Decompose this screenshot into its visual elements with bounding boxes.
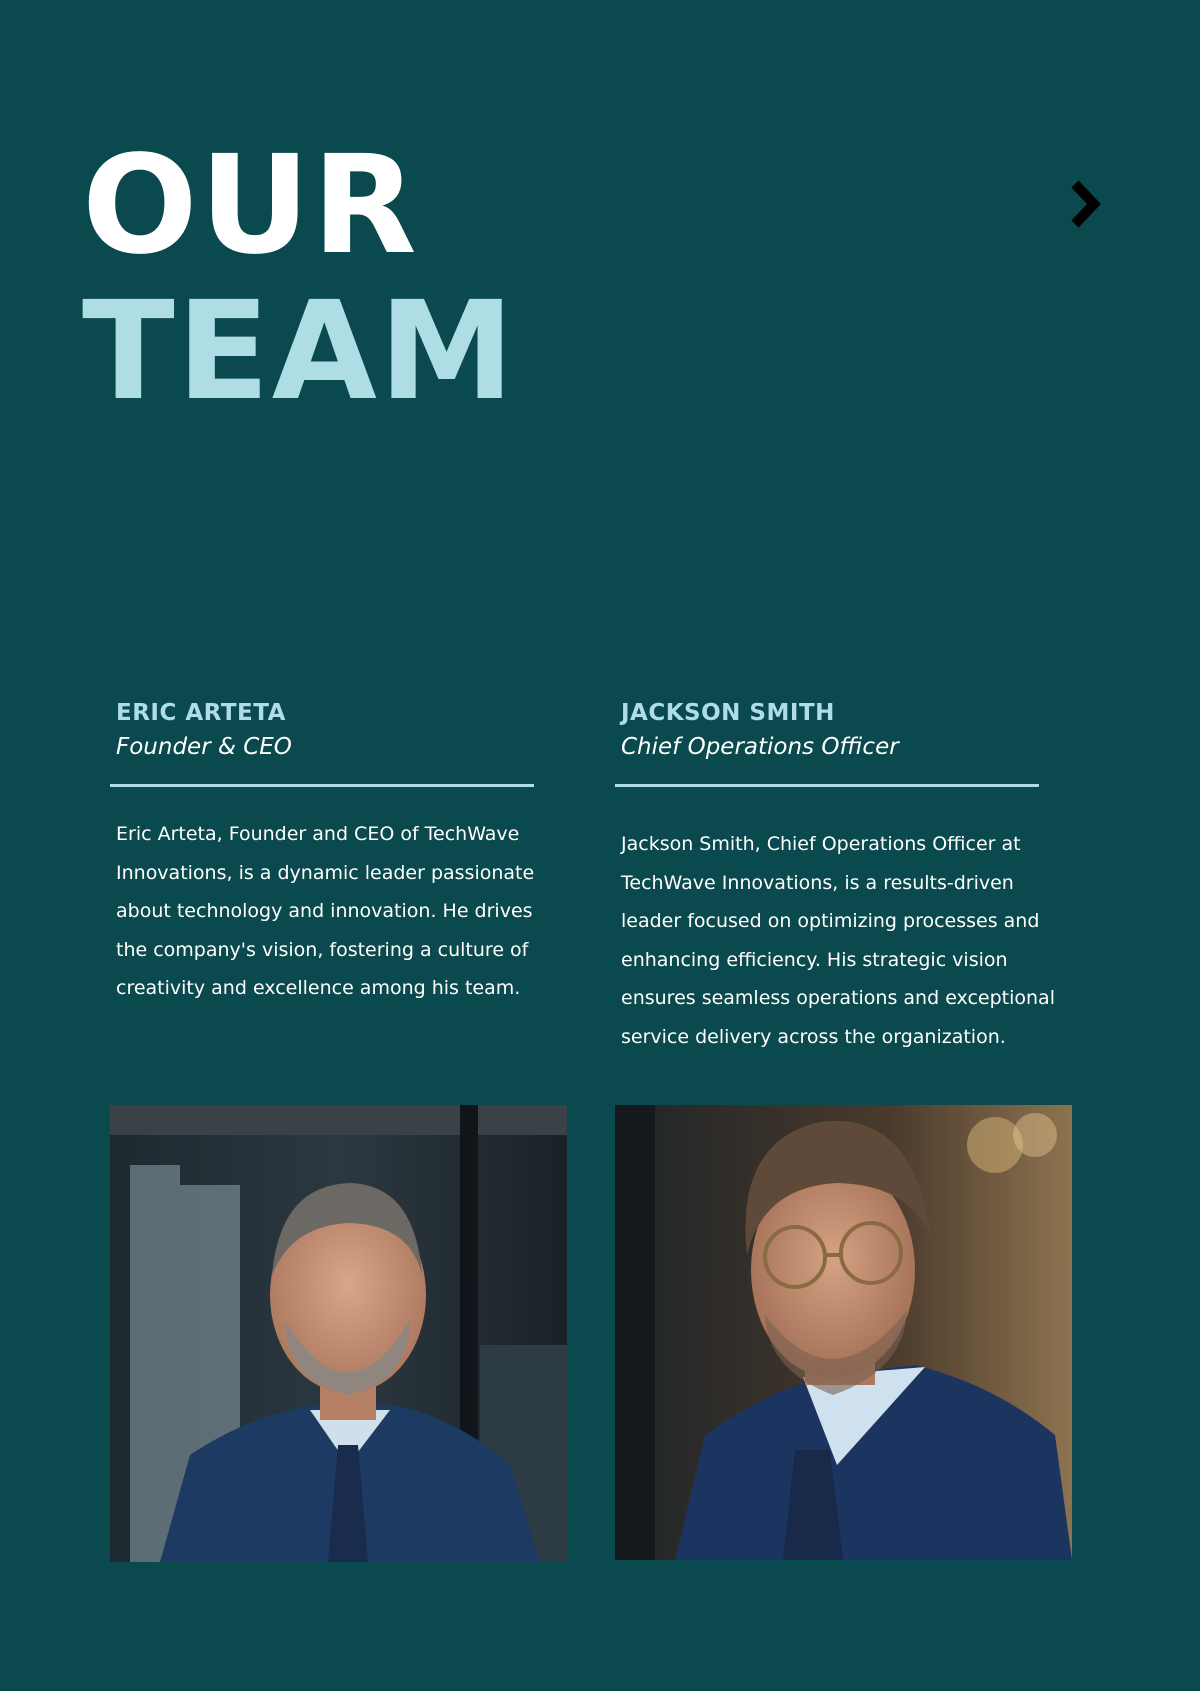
member-role: Founder & CEO	[116, 734, 292, 760]
next-button[interactable]	[1066, 176, 1106, 232]
member-photo-jackson	[615, 1105, 1072, 1560]
member-bio: Jackson Smith, Chief Operations Officer at TechWave Innovations, is a results-driven leader focused on optimizing processes and enhancing efficiency. His strategic vision ensures seamless operations and exceptional service delivery across the organization.	[621, 833, 1055, 1048]
team-member-card	[615, 700, 1075, 1056]
member-photo-eric	[110, 1105, 567, 1562]
title-line-team: TEAM	[82, 273, 517, 431]
portrait-image	[110, 1105, 567, 1562]
chevron-right-icon	[1066, 176, 1106, 232]
member-name: JACKSON SMITH	[621, 700, 835, 726]
divider	[615, 784, 1039, 787]
member-name: ERIC ARTETA	[116, 700, 286, 726]
member-role: Chief Operations Officer	[621, 734, 899, 760]
portrait-image	[615, 1105, 1072, 1560]
title-line-our: OUR	[82, 127, 419, 285]
divider	[110, 784, 534, 787]
member-bio: Eric Arteta, Founder and CEO of TechWave Innovations, is a dynamic leader passionate about technology and innovation. He drives the company's vision, fostering a culture of creativity and excellence among his team.	[116, 823, 535, 999]
team-member-card	[110, 700, 570, 1008]
